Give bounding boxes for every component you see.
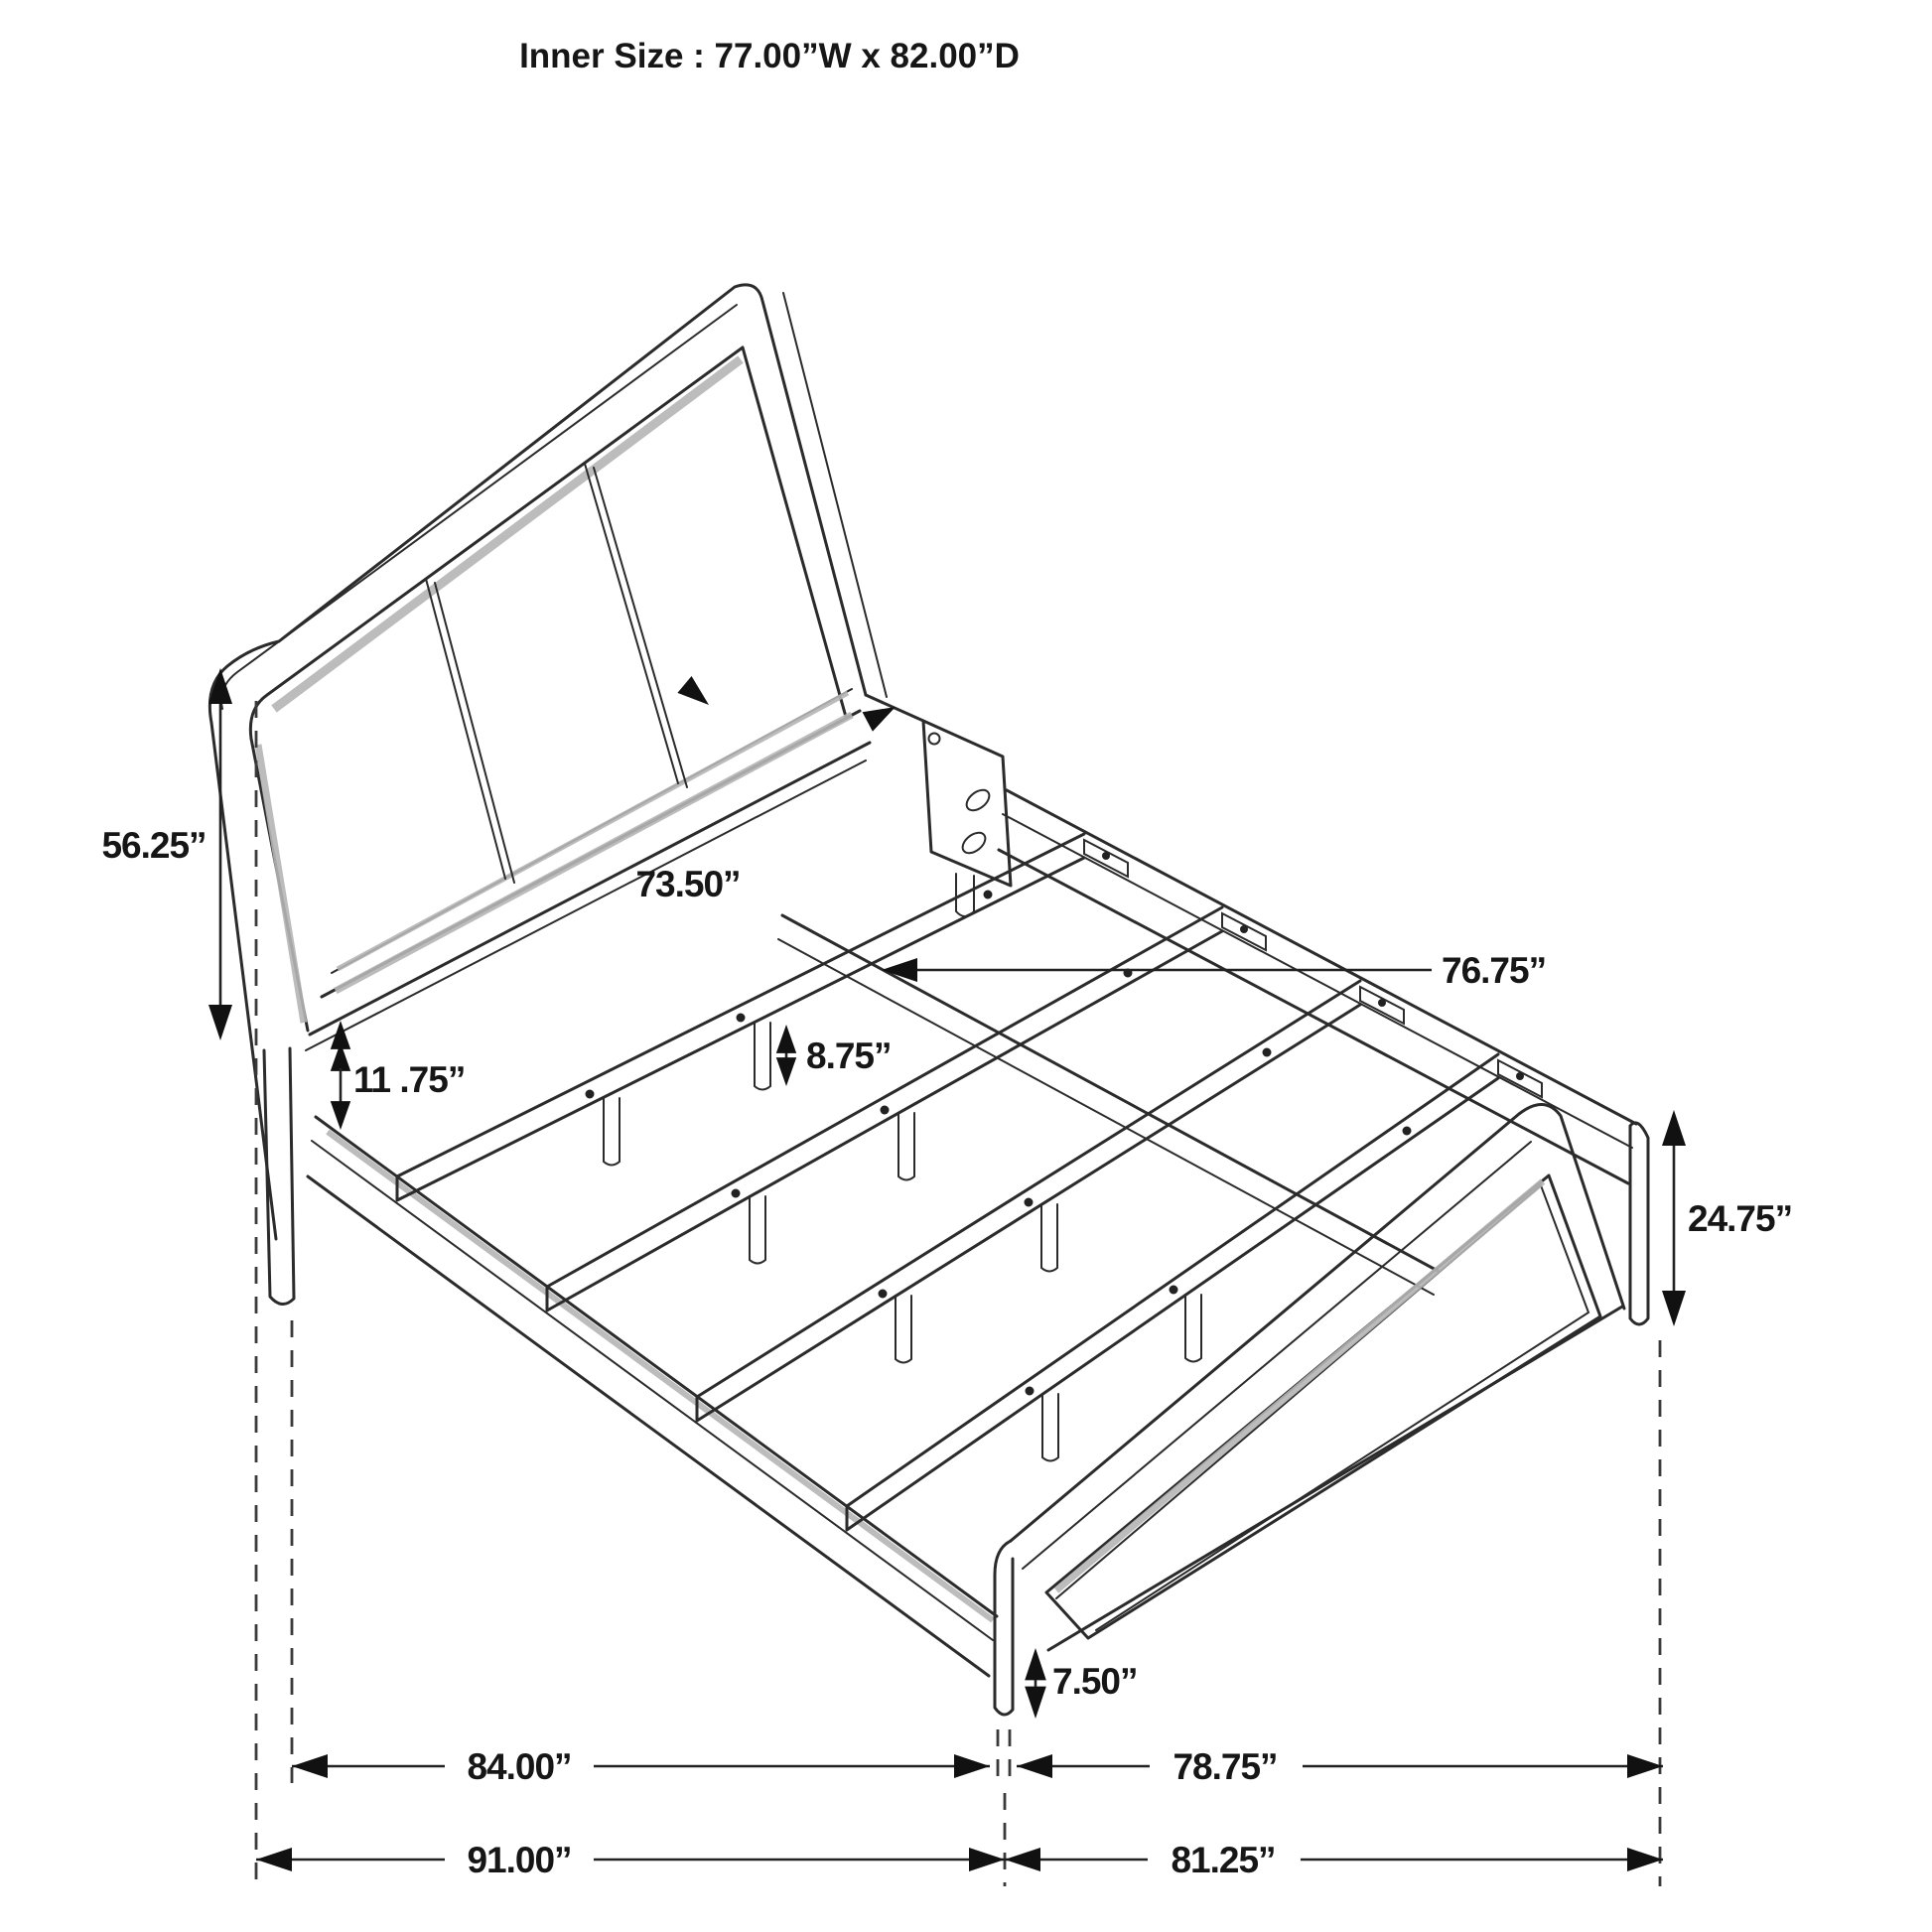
headboard-bottom-rail-bottom — [310, 743, 870, 1035]
bracket-hole-bottom — [959, 829, 989, 858]
far-rail-bottom — [999, 850, 1628, 1183]
headboard-shade-molding — [338, 693, 848, 969]
headboard-shade-bottom — [336, 715, 852, 991]
dim-label-footboard-clearance: 7.50” — [1052, 1661, 1138, 1702]
dim-label-inner-width: 78.75” — [1173, 1746, 1278, 1787]
footboard-shade — [1056, 1181, 1543, 1590]
dimension-annotations — [101, 668, 1792, 1880]
footboard-far-leg — [1630, 1123, 1648, 1324]
near-rail-top — [316, 1117, 997, 1616]
slats — [397, 834, 1542, 1530]
headboard-mullion-2 — [585, 464, 687, 787]
dim-label-footboard-height: 24.75” — [1688, 1198, 1793, 1239]
side-rails — [308, 790, 1636, 1676]
headboard-mullion-1 — [426, 579, 514, 883]
footboard-inner-panel — [1046, 1175, 1600, 1638]
footboard-top-edge — [1011, 1104, 1624, 1541]
dim-label-overall-length: 91.00” — [467, 1840, 572, 1880]
headboard-shade-left — [258, 745, 304, 1023]
footboard — [995, 1104, 1648, 1715]
headboard-left-leg — [264, 1048, 294, 1305]
post-pin-hole — [929, 734, 940, 745]
inner-size-title: Inner Size : 77.00”W x 82.00”D — [519, 37, 1020, 75]
near-rail-mid — [312, 1141, 993, 1640]
headboard-inner-frame — [250, 347, 743, 1031]
dim-label-slat-length: 76.75” — [1442, 950, 1547, 991]
headboard-right-stile-inner — [743, 347, 846, 717]
dim-label-headboard-height: 56.25” — [101, 825, 207, 866]
dim-label-inner-length: 84.00” — [467, 1746, 572, 1787]
dim-label-headboard-width: 73.50” — [635, 864, 741, 904]
near-rail-bottom — [308, 1176, 989, 1676]
dash-center — [998, 1729, 1010, 1886]
headboard-right-post-back — [783, 293, 887, 697]
headboard-bracket — [866, 695, 1011, 886]
dim-label-slat-leg-height: 8.75” — [806, 1035, 892, 1076]
headboard — [209, 285, 1011, 1305]
near-rail-shade — [328, 1132, 993, 1620]
center-rail-bottom — [778, 939, 1434, 1295]
bracket-hole-top — [963, 786, 993, 815]
headboard-shade-top — [274, 359, 741, 709]
footboard-near-leg — [995, 1541, 1013, 1715]
dim-label-overall-width: 81.25” — [1171, 1840, 1276, 1880]
footboard-inner-panel-2 — [1056, 1185, 1588, 1630]
headboard-top-surface — [221, 305, 737, 709]
dim-label-rail-gap: 11 .75” — [353, 1059, 466, 1100]
